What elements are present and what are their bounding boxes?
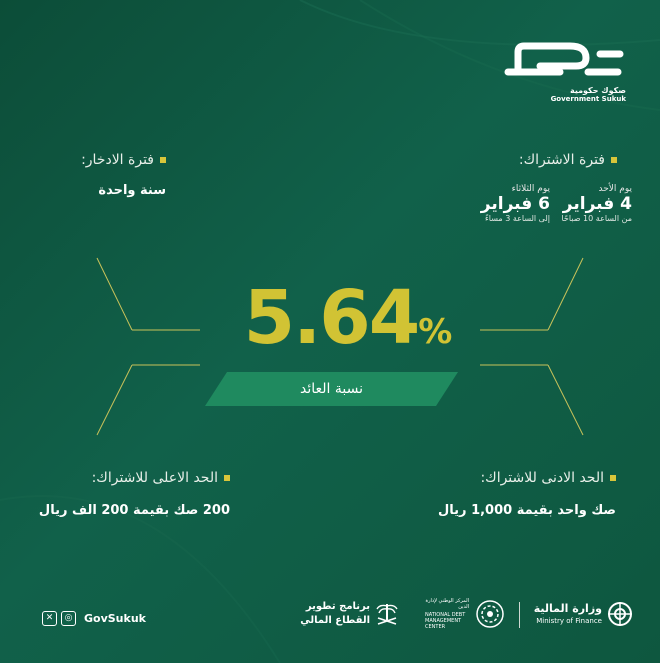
end-day: يوم الثلاثاء <box>511 184 550 194</box>
social-handle-group <box>42 611 146 626</box>
savings-period-label: فترة الادخار: <box>81 152 154 168</box>
logo-arabic: صكوك حكومية <box>569 86 626 95</box>
max-subscription-title <box>92 470 230 486</box>
sukuk-logo-mark <box>500 42 630 82</box>
max-subscription-value: 200 صك بقيمة 200 الف ريال <box>38 503 230 518</box>
yield-number <box>233 275 463 361</box>
savings-period-title <box>81 152 166 168</box>
mof-logo <box>524 598 634 630</box>
subscription-end <box>460 184 550 223</box>
start-time: من الساعة 10 صباحًا <box>561 214 632 223</box>
social-handle[interactable]: GovSukuk <box>84 612 146 625</box>
logo-english: Government Sukuk <box>550 95 626 103</box>
savings-period-value: سنة واحدة <box>98 183 166 198</box>
yield-value: 5.64 <box>243 275 419 361</box>
mof-arabic: وزارة المالية <box>533 602 602 615</box>
start-date: 4 فبراير <box>562 194 632 214</box>
program-line-2: القطاع المالي <box>300 615 370 626</box>
footer-divider <box>519 602 520 628</box>
ndmc-english-3: CENTER <box>425 624 446 630</box>
subscription-start <box>542 184 632 223</box>
min-subscription-label: الحد الادنى للاشتراك: <box>480 470 604 486</box>
bullet-icon <box>224 475 230 481</box>
ndmc-arabic: المركز الوطني لإدارة الدين <box>425 598 469 610</box>
yield-percent-sign: % <box>418 312 453 352</box>
yield-label: نسبة العائد <box>300 381 363 397</box>
bullet-icon <box>160 157 166 163</box>
palm-swords-icon <box>374 600 400 628</box>
bullet-icon <box>610 475 616 481</box>
ndmc-english-1: NATIONAL DEBT <box>425 612 466 618</box>
x-icon[interactable]: ✕ <box>42 611 57 626</box>
min-subscription-value: صك واحد بقيمة 1,000 ريال <box>438 503 616 518</box>
mof-english: Ministry of Finance <box>536 617 602 625</box>
bullet-icon <box>611 157 617 163</box>
max-subscription-label: الحد الاعلى للاشتراك: <box>91 470 218 486</box>
sukuk-logo <box>500 42 630 104</box>
program-logo <box>298 598 400 630</box>
ndmc-english-2: MANAGEMENT <box>425 618 462 624</box>
instagram-icon[interactable]: ◎ <box>61 611 76 626</box>
yield-ribbon <box>205 372 458 406</box>
ndmc-emblem-icon <box>475 599 505 629</box>
ndmc-logo <box>425 596 515 632</box>
subscription-period-label: فترة الاشتراك: <box>518 152 605 168</box>
min-subscription-title <box>480 470 616 486</box>
program-line-1: برنامج تطوير <box>305 601 370 612</box>
end-date: 6 فبراير <box>480 194 550 214</box>
mof-emblem-icon <box>606 600 634 628</box>
start-day: يوم الأحد <box>598 184 632 194</box>
subscription-period-title <box>519 152 617 168</box>
end-time: إلى الساعة 3 مساءً <box>485 214 550 223</box>
